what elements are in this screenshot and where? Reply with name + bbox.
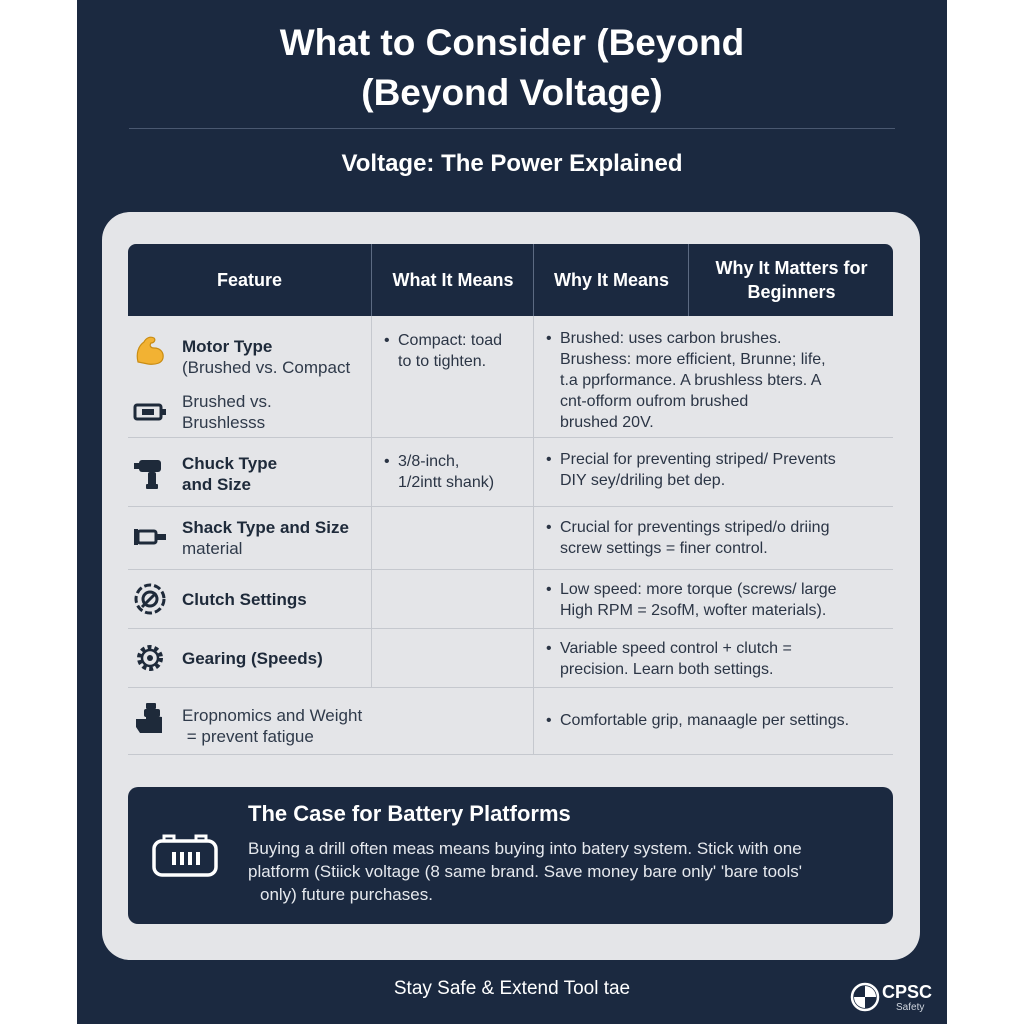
feature-label: Chuck Type [182,454,278,473]
footer-tagline: Stay Safe & Extend Tool tae [393,978,631,999]
content-card [102,212,920,960]
feature-label: Motor Type [182,337,273,356]
gear-icon [132,640,168,676]
why-it-matters-cell: • Brushed: uses carbon brushes. Brushess: more efficient, Brunne; life, t.a pprformance. A brushless bters. A cnt-ofform oufrom brushed brushed 20V. [533,316,894,437]
table-row-clutch-settings [128,570,893,629]
matters-line: precision. Learn both settings. [560,661,774,678]
feature-sublabel: material [182,539,243,558]
matters-line: cnt-ofform oufrom brushed [560,393,749,410]
table-row-chuck-type [128,438,893,507]
why-it-matters-cell: • Precial for preventing striped/ Prevents DIY sey/driling bet dep. [533,438,894,506]
table-row-ergonomics [128,688,893,755]
header-what-it-means: What It Means [371,244,534,316]
matters-line: Comfortable grip, manaagle per settings. [560,712,850,729]
matters-line: Brushess: more efficient, Brunne; life, [560,351,826,368]
why-it-matters-cell: • Low speed: more torque (screws/ large High RPM = 2sofM, wofter materials). [533,570,894,628]
drill-icon [132,454,168,490]
battery-box-title: The Case for Battery Platforms [248,801,571,826]
page-title [77,18,947,118]
header-feature: Feature [216,270,283,290]
battery-box-body [248,837,802,906]
matters-line: t.a pprformance. A brushless bters. A [560,372,822,389]
cpsc-logo-icon [850,982,880,1012]
feature-label: Gearing (Speeds) [182,649,323,668]
table-row-shank-type [128,507,893,570]
means-line: to to tighten. [398,353,487,370]
matters-line: High RPM = 2sofM, wofter materials). [560,602,827,619]
shank-icon [132,519,168,555]
battery-platform-box [128,787,893,924]
matters-line: Precial for preventing striped/ Prevents [560,451,836,468]
matters-line: screw settings = finer control. [560,540,768,557]
motor-icon [132,394,168,430]
battery-box-line: platform (Stiick voltage (8 same brand. Save money bare only' 'bare tools' [248,862,803,881]
battery-box-line: Buying a drill often meas means buying into batery system. Stick with one [248,839,802,858]
means-line: 1/2intt shank) [398,474,495,491]
why-it-matters-cell: • Comfortable grip, manaagle per settings. [533,688,894,754]
cpsc-logo [850,980,940,1016]
means-line: Compact: toad [398,332,503,349]
feature-cell [128,688,533,754]
hand-grip-icon [132,701,168,737]
subtitle: Voltage: The Power Explained [341,150,683,177]
flexed-arm-icon [132,332,168,368]
poster [77,0,947,1024]
why-it-matters-cell: • Variable speed control + clutch = precision. Learn both settings. [533,629,894,687]
feature-cell [128,438,371,506]
why-it-matters-cell: • Crucial for preventings striped/o driing screw settings = finer control. [533,507,894,569]
feature-label: Shack Type and Size [182,518,349,537]
what-it-means-cell [371,629,534,687]
feature-label: Clutch Settings [182,590,307,609]
feature-sub-line: Brushlesss [182,413,266,432]
table-header [128,244,893,316]
header-why-it-means: Why It Means [533,244,689,316]
matters-line: Crucial for preventings striped/o driing [560,519,830,536]
feature-sublabel: and Size [182,475,251,494]
feature-table [128,244,893,755]
feature-cell [128,570,371,628]
feature-cell [128,507,371,569]
clutch-icon [132,581,168,617]
cpsc-logo-sub: Safety [896,1002,925,1013]
battery-box-line: only) future purchases. [260,885,433,904]
matters-line: Brushed: uses carbon brushes. [560,330,782,347]
what-it-means-cell: • Compact: toad to to tighten. [371,316,534,437]
matters-line: DIY sey/driling bet dep. [560,472,726,489]
title-line-2: (Beyond Voltage) [361,72,663,113]
what-it-means-cell [371,507,534,569]
what-it-means-cell: • 3/8-inch, 1/2intt shank) [371,438,534,506]
matters-line: Low speed: more torque (screws/ large [560,581,837,598]
feature-cell [128,629,371,687]
what-it-means-cell [371,570,534,628]
feature-sublabel: (Brushed vs. Compact [182,358,351,377]
title-divider [129,128,895,129]
feature-sublabel: = prevent fatigue [182,727,314,746]
battery-icon [150,833,220,879]
feature-cell [128,316,371,437]
table-row-motor-type [128,316,893,438]
table-row-gearing [128,629,893,688]
feature-sub-line: Brushed vs. [182,392,272,411]
header-why-it-matters: Why It Matters for Beginners [688,244,894,316]
cpsc-logo-name: CPSC [882,982,933,1002]
means-line: 3/8-inch, [398,453,460,470]
matters-line: Variable speed control + clutch = [560,640,792,657]
feature-label: Eropnomics and Weight [182,706,363,725]
title-line-1: What to Consider (Beyond [279,22,745,63]
matters-line: brushed 20V. [560,414,654,431]
